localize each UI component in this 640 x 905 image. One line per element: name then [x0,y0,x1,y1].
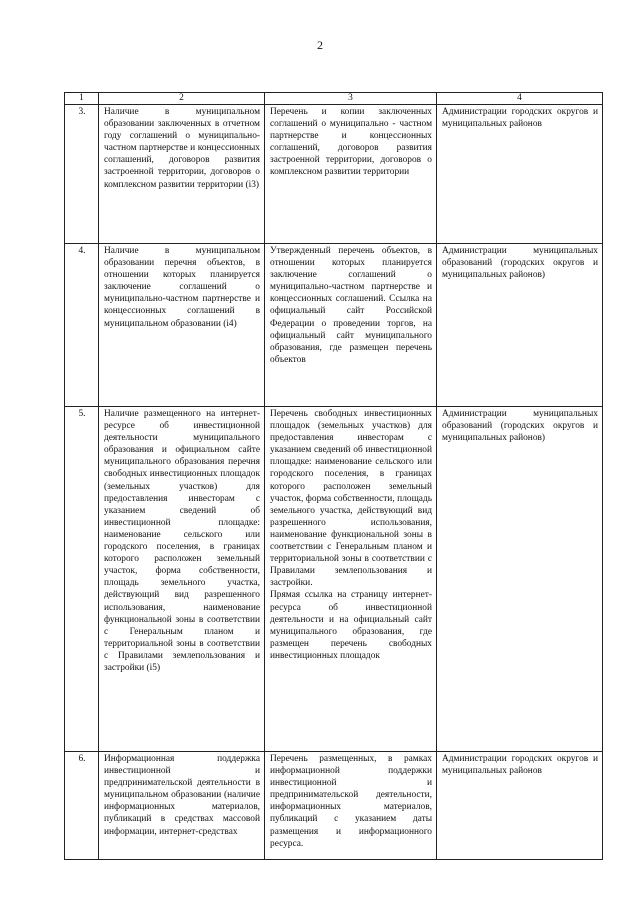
row-number: 4. [65,244,99,407]
responsible-cell: Администрации городских округов и муниципальных районов [437,752,603,860]
documents-cell [265,752,437,860]
table-row [65,244,603,407]
documents-cell [265,244,437,407]
header-cell: 2 [99,93,265,105]
documents-text: Прямая ссылка на страницу интернет-ресурса об инвестиционной деятельности и на официальный сайт муниципального образования, где размещен перечень свободных инвестиционных площадок [270,590,432,661]
row-number: 3. [65,105,99,244]
header-cell: 1 [65,93,99,105]
documents-text: Утвержденный перечень объектов, в отношении которых планируется заключение соглашений о муниципально-частном партнерстве и концессионных соглашений. Ссылка на официальный сайт Российской Федерации о проведении торгов, на официальный сайт муниципального образования, где размещен перечень объектов [270,246,432,365]
table-row [65,752,603,860]
page-number: 2 [317,38,323,52]
criteria-table [64,92,603,860]
header-cell: 3 [265,93,437,105]
responsible-cell: Администрации муниципальных образований (городских округов и муниципальных районов) [437,244,603,407]
indicator-cell: Информационная поддержка инвестиционной и предпринимательской деятельности в муниципальном образовании (наличие информационных материалов, публикаций в средствах массовой информации, интернет-средствах [99,752,265,860]
documents-text: Перечень размещенных, в рамках информационной поддержки инвестиционной и предпринимательской деятельности, информационных материалов, публикаций с указанием даты размещения и информационного ресурса. [270,754,432,849]
responsible-cell: Администрации городских округов и муниципальных районов [437,105,603,244]
header-cell: 4 [437,93,603,105]
table-row [65,407,603,752]
row-number: 5. [65,407,99,752]
documents-text: Перечень и копии заключенных соглашений о муниципально - частном партнерстве и концессионных соглашений, договоров развития застроенной территории, договоров о комплексном развитии территории [270,107,432,178]
documents-text: Перечень свободных инвестиционных площадок (земельных участков) для предоставления инвесторам с указанием сведений об инвестиционной площадке: наименование сельского или городского поселения, в границах которого расположен земельный участок, форма собственности, площадь земельного участка, действующий вид разрешенного использования, наименование функциональной зоны в соответствии с Генеральным планом и территориальной зоны в соответствии с Правилами землепользования и застройки. [270,409,432,589]
responsible-cell: Администрации муниципальных образований (городских округов и муниципальных районов) [437,407,603,752]
indicator-cell: Наличие размещенного на интернет-ресурсе об инвестиционной деятельности муниципального образования и официальном сайте муниципального образования перечня свободных инвестиционных площадок (земельных участков) для предоставления инвесторам с указанием сведений об инвестиционной площадке: наименование сельского или городского поселения, в границах которого расположен земельный участок, форма собственности, площадь земельного участка, действующий вид разрешенного использования, наименование функциональной зоны в соответствии с Генеральным планом и территориальной зоны в соответствии с Правилами землепользования и застройки (i5) [99,407,265,752]
table-row [65,105,603,244]
row-number: 6. [65,752,99,860]
documents-cell [265,105,437,244]
table-header-row [65,93,603,105]
documents-cell [265,407,437,752]
indicator-cell: Наличие в муниципальном образовании заключенных в отчетном году соглашений о муниципально-частном партнерстве и концессионных соглашений, договоров развития застроенной территории, договоров о комплексном развитии территории (i3) [99,105,265,244]
indicator-cell: Наличие в муниципальном образовании перечня объектов, в отношении которых планируется заключение соглашений о муниципально-частном партнерстве и концессионных соглашений в муниципальном образовании (i4) [99,244,265,407]
